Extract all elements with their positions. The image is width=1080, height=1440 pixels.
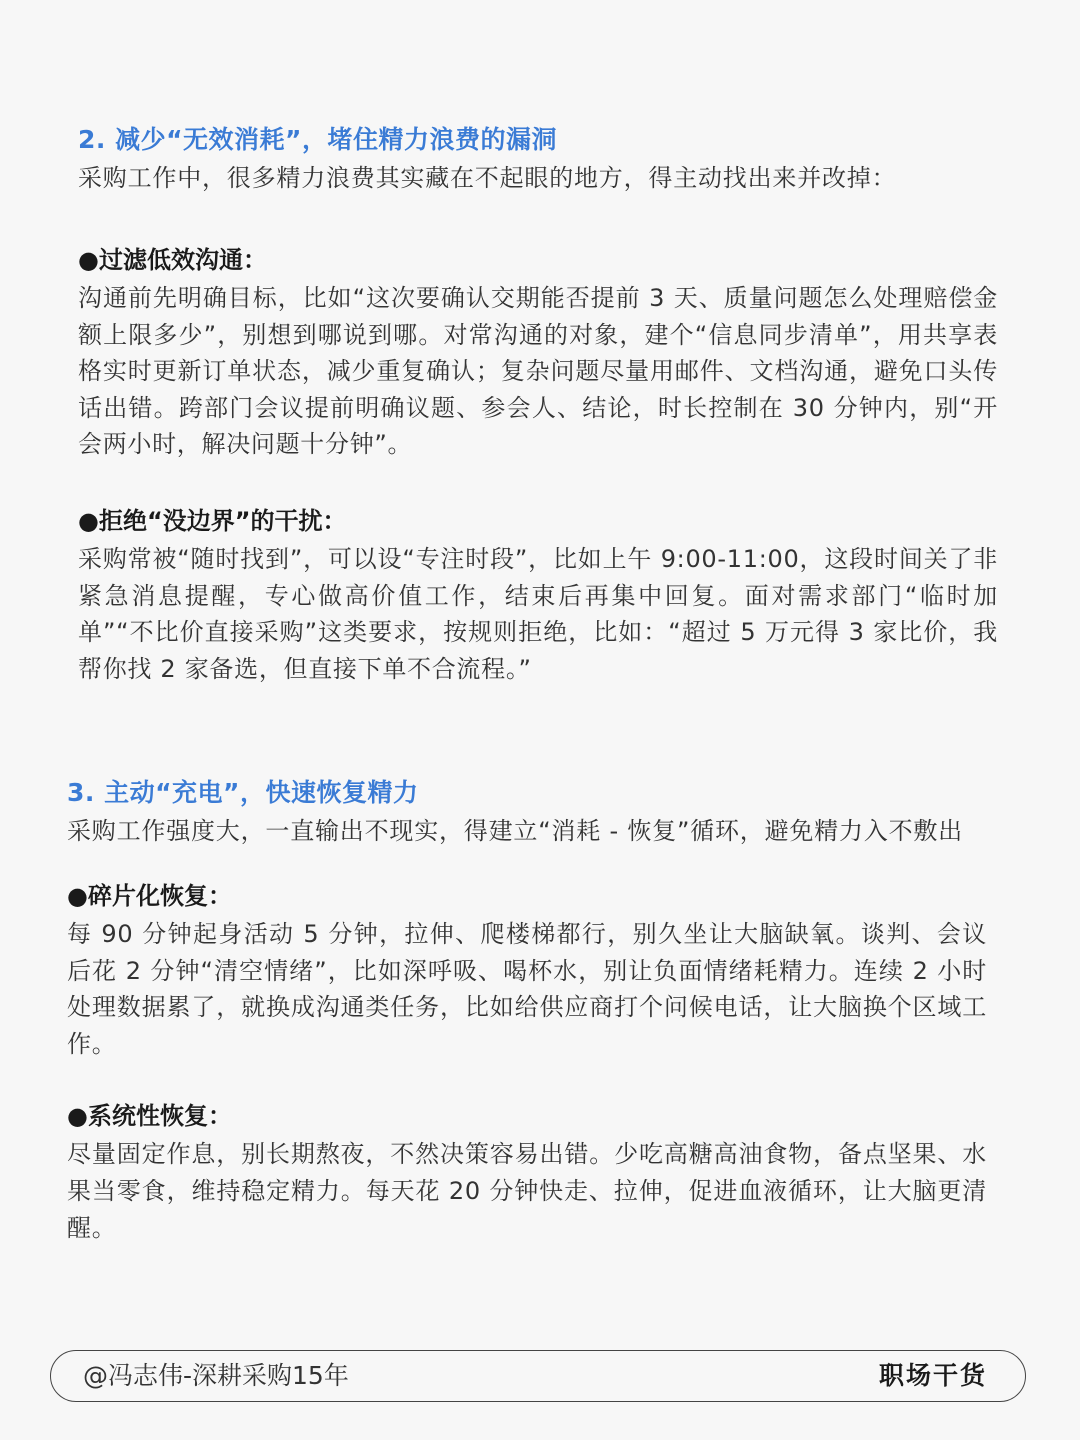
section-intro: 采购工作强度大，一直输出不现实，得建立“消耗 - 恢复”循环，避免精力入不敷出 xyxy=(67,817,963,845)
item-title: ●碎片化恢复： xyxy=(67,882,232,910)
section-title: 2. 减少“无效消耗”，堵住精力浪费的漏洞 xyxy=(78,125,557,154)
category-tag: 职场干货 xyxy=(878,1361,987,1390)
footer-bar xyxy=(50,1350,1026,1402)
section-intro: 采购工作中，很多精力浪费其实藏在不起眼的地方，得主动找出来并改掉： xyxy=(78,164,897,192)
section-reduce-waste xyxy=(78,120,998,687)
item-systematic-recovery xyxy=(67,1096,987,1246)
item-reject-interruptions xyxy=(78,501,998,687)
item-title: ●系统性恢复： xyxy=(67,1102,232,1131)
author-handle: @冯志伟-深耕采购15年 xyxy=(83,1361,349,1390)
item-body: 采购常被“随时找到”，可以设“专注时段”，比如上午 9:00-11:00，这段时间关了非紧急消息提醒，专心做高价值工作，结束后再集中回复。面对需求部门“临时加单”“不比价直接采购”这类要求，按规则拒绝，比如：“超过 5 万元得 3 家比价，我帮你找 2 家备选，但直接下单不合流程。” xyxy=(78,544,998,683)
item-title: ●过滤低效沟通： xyxy=(78,246,267,274)
section-title: 3. 主动“充电”，快速恢复精力 xyxy=(67,778,419,807)
item-body: 尽量固定作息，别长期熬夜，不然决策容易出错。少吃高糖高油食物，备点坚果、水果当零食，维持稳定精力。每天花 20 分钟快走、拉伸，促进血液循环，让大脑更清醒。 xyxy=(67,1140,987,1242)
item-body: 每 90 分钟起身活动 5 分钟，拉伸、爬楼梯都行，别久坐让大脑缺氧。谈判、会议后花 2 分钟“清空情绪”，比如深呼吸、喝杯水，别让负面情绪耗精力。连续 2 小时处理数据累了，就换成沟通类任务，比如给供应商打个问候电话，让大脑换个区域工作。 xyxy=(67,920,987,1058)
item-body: 沟通前先明确目标，比如“这次要确认交期能否提前 3 天、质量问题怎么处理赔偿金额上限多少”，别想到哪说到哪。对常沟通的对象，建个“信息同步清单”，用共享表格实时更新订单状态，减少重复确认；复杂问题尽量用邮件、文档沟通，避免口头传话出错。跨部门会议提前明确议题、参会人、结论，时长控制在 30 分钟内，别“开会两小时，解决问题十分钟”。 xyxy=(78,284,998,459)
item-filter-communication xyxy=(78,240,998,463)
section-recharge xyxy=(67,773,987,1246)
item-title: ●拒绝“没边界”的干扰： xyxy=(78,506,347,535)
item-fragmented-recovery xyxy=(67,876,987,1062)
